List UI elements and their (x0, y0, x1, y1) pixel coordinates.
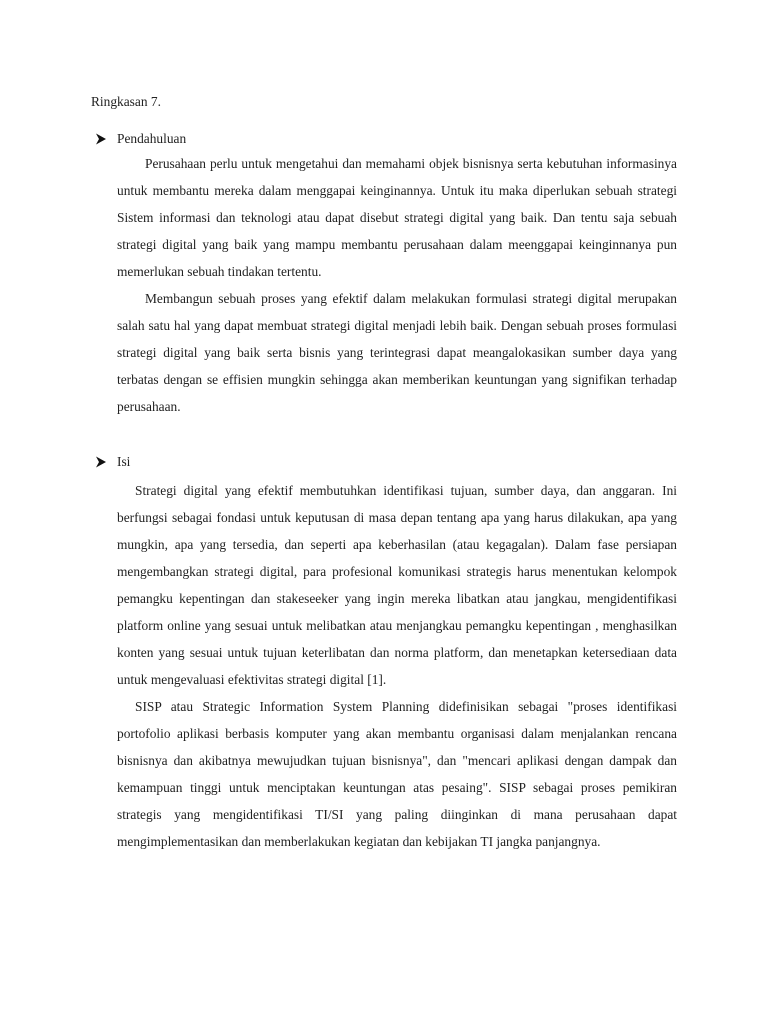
section-body (117, 150, 677, 420)
section-heading: Isi (117, 454, 131, 469)
section-body (117, 477, 677, 855)
paragraph: Strategi digital yang efektif membutuhkan identifikasi tujuan, sumber daya, dan anggaran. Ini berfungsi sebagai fondasi untuk keputusan di masa depan tentang apa yang harus dilakukan, apa yang mungkin, apa yang tersedia, dan seperti apa keberhasilan (atau kegagalan). Dalam fase persiapan mengembangkan strategi digital, para profesional komunikasi strategis harus menentukan kelompok pemangku kepentingan dan stakeseeker yang ingin mereka libatkan atau jangkau, mengidentifikasi platform online yang sesuai untuk melibatkan atau menjangkau pemangku kepentingan , menghasilkan konten yang sesuai untuk tujuan keterlibatan dan norma platform, dan menetapkan ketersediaan data untuk mengevaluasi efektivitas strategi digital [1]. (117, 483, 677, 687)
paragraph: Membangun sebuah proses yang efektif dalam melakukan formulasi strategi digital merupakan salah satu hal yang dapat membuat strategi digital menjadi lebih baik. Dengan sebuah proses formulasi strategi digital yang baik serta bisnis yang terintegrasi dapat meangalokasikan sumber daya yang terbatas dengan se effisien mungkin sehingga akan memberikan keuntungan yang signifikan terhadap perusahaan. (117, 291, 677, 414)
section-heading: Pendahuluan (117, 131, 187, 146)
paragraph: SISP atau Strategic Information System Planning didefinisikan sebagai "proses identifikasi portofolio aplikasi berbasis komputer yang akan membantu organisasi dalam menjalankan rencana bisnisnya dan akibatnya mewujudkan tujuan bisnisnya", dan "mencari aplikasi dengan dampak dan kemampuan tinggi untuk menciptakan keuntungan atas pesaing". SISP sebagai proses pemikiran strategis yang mengidentifikasi TI/SI yang paling diinginkan di mana perusahaan dapat mengimplementasikan dan memberlakukan kegiatan dan kebijakan TI jangka panjangnya. (117, 699, 677, 849)
document-title: Ringkasan 7. (91, 94, 161, 109)
arrowhead-bullet-icon (95, 130, 109, 148)
paragraph: Perusahaan perlu untuk mengetahui dan memahami objek bisnisnya serta kebutuhan informasinya untuk membantu mereka dalam menggapai keinginannya. Untuk itu maka diperlukan sebuah strategi Sistem informasi dan teknologi atau dapat disebut strategi digital yang baik. Dan tentu saja sebuah strategi digital yang baik yang mampu membantu perusahaan dalam meenggapai keinginnanya pun memerlukan sebuah tindakan tertentu. (117, 156, 677, 279)
arrowhead-bullet-icon (95, 453, 109, 471)
